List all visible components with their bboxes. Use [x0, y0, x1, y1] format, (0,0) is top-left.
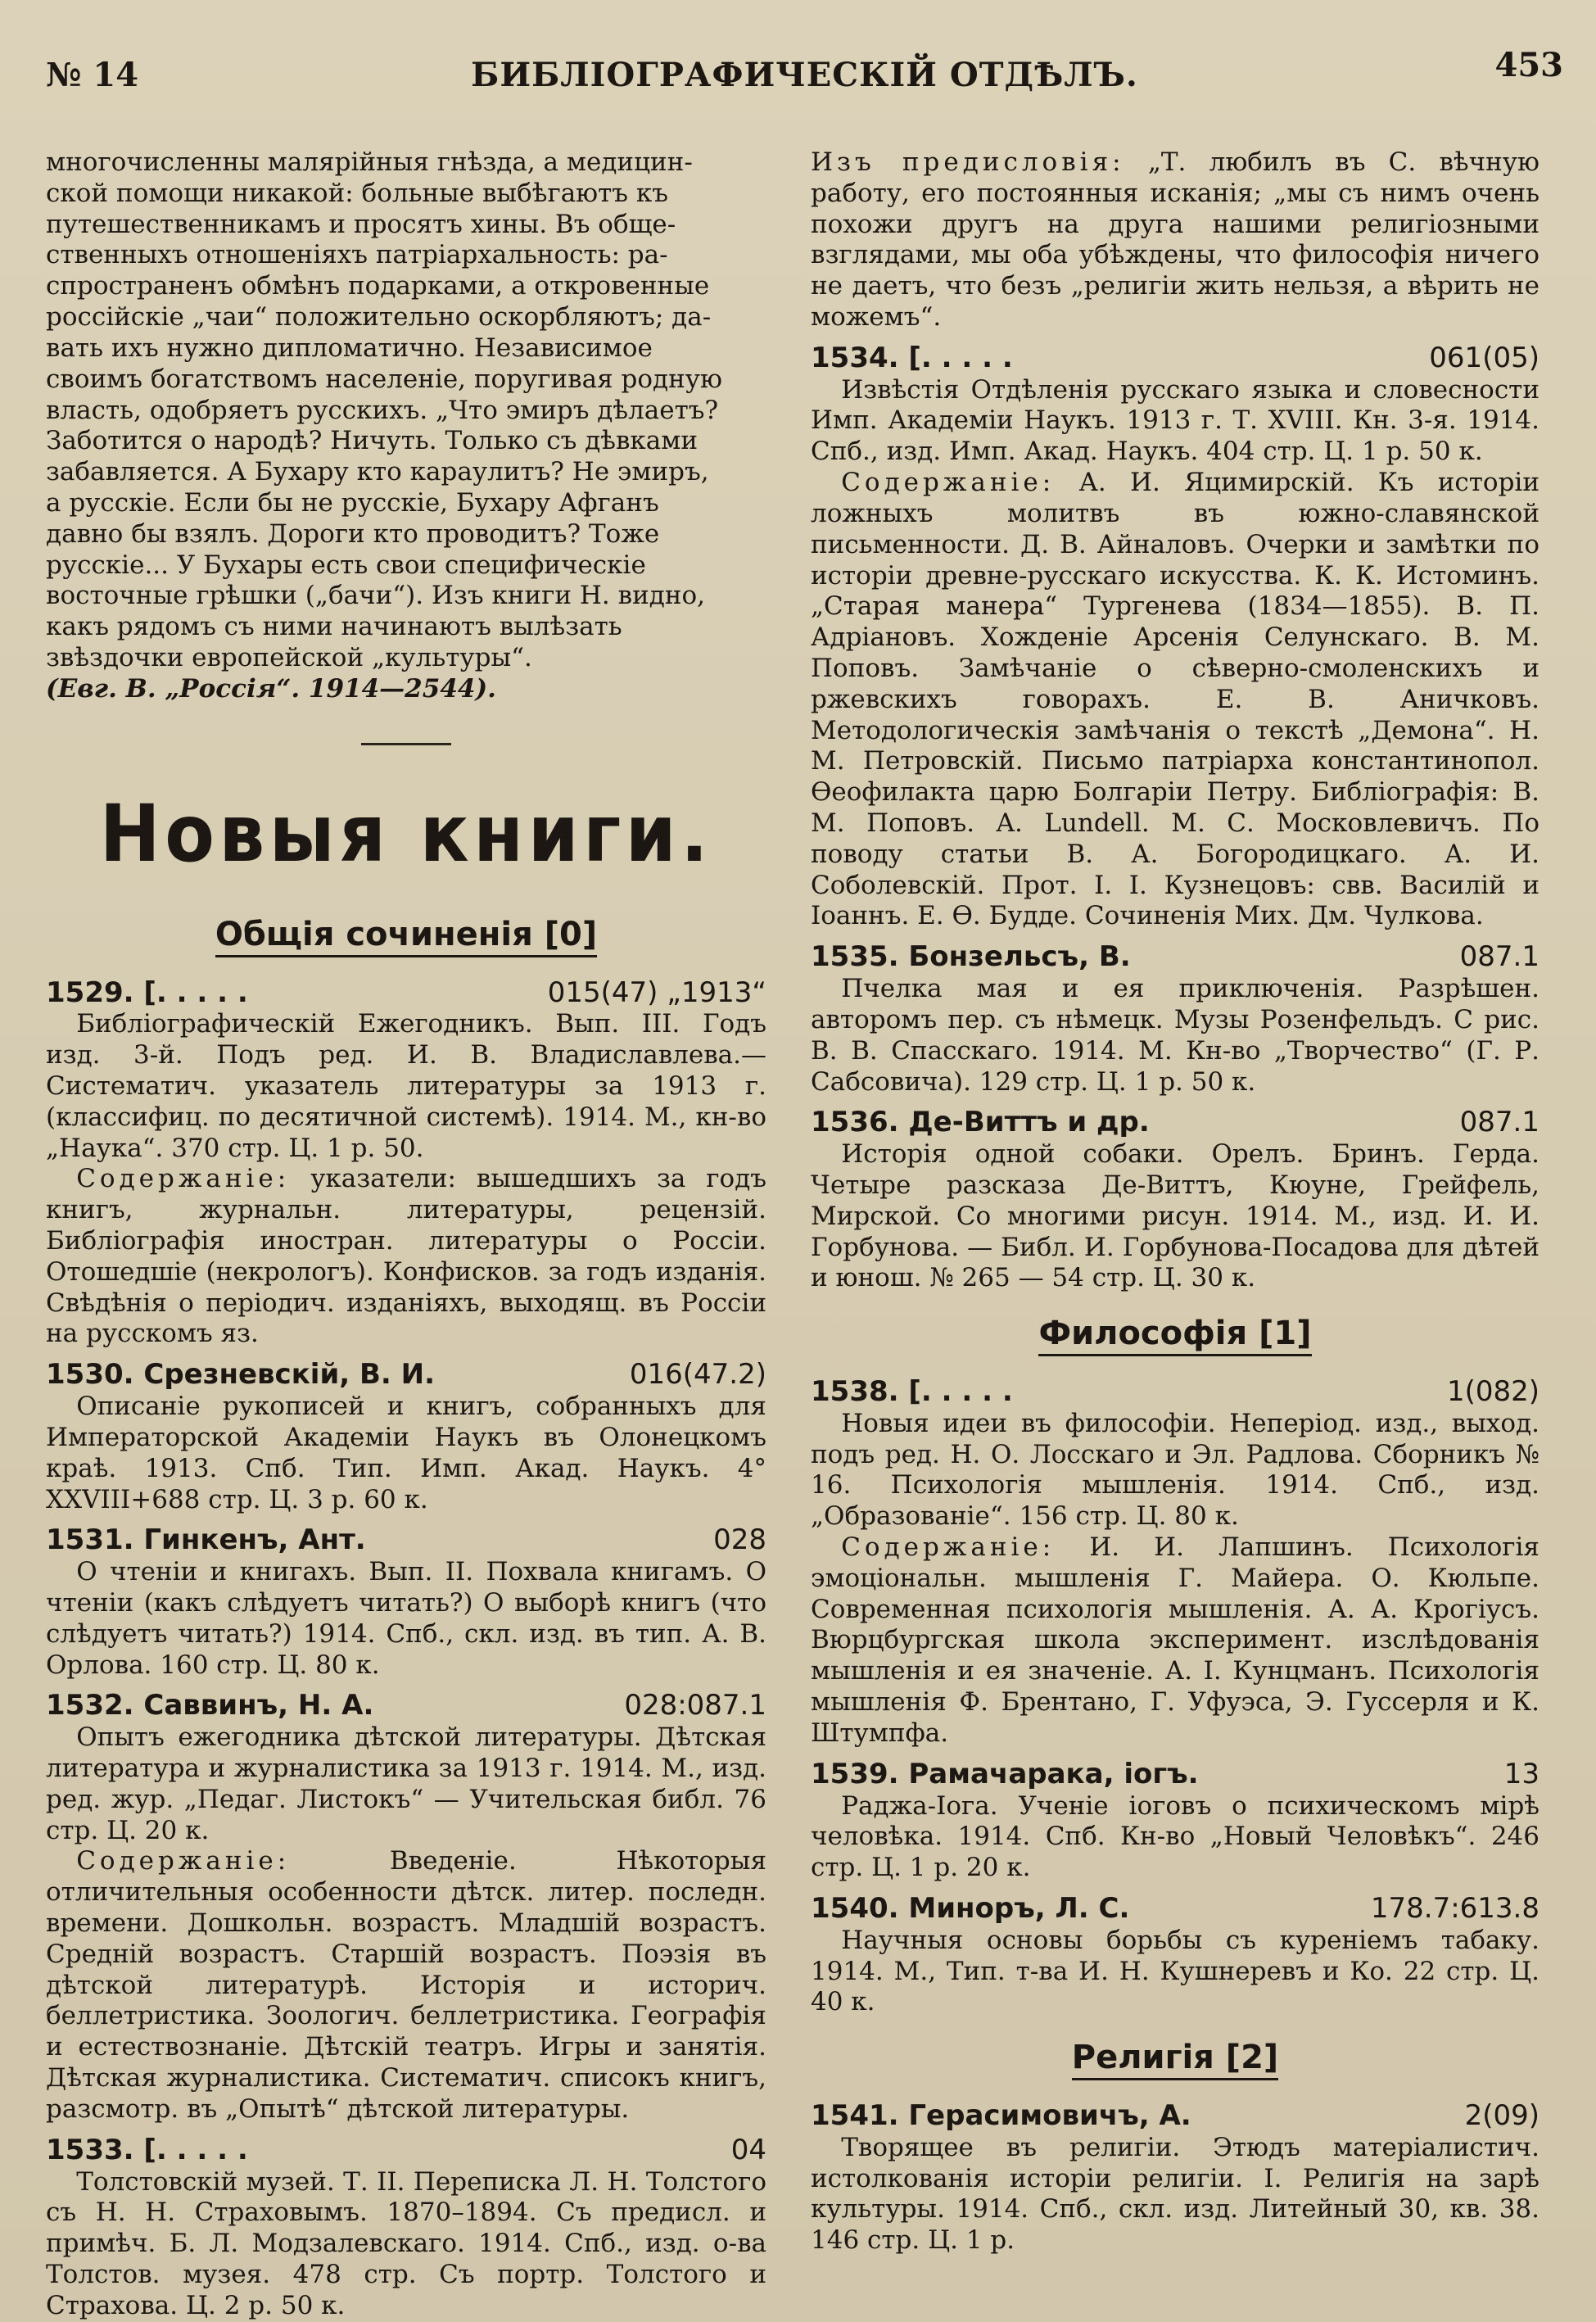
contents-text: А. И. Яцимирскій. Къ исторіи ложныхъ молитвъ въ южно-славянской письменности. Д. В. Айналовъ. Очерки и замѣтки по исторіи древне-русскаго искусства. К. К. Истоминъ. „Старая манера“ Тургенева (1834—1855). В. П. Адріановъ. Хожденіе Арсенія Селунскаго. В. М. Поповъ. Замѣчаніе о сѣверно-смоленскихъ и ржевскихъ говорахъ. Е. В. Аничковъ. Методологическія замѣчанія о текстѣ „Демона“. Н. М. Петровскій. Письмо патріарха константинопол. Ѳеофилакта царю Болгаріи Петру. Библіографія: В. М. Поповъ. A. Lundell. М. С. Московлевичъ. По поводу статьи В. А. Богородицкаго. А. И. Соболевскій. Прот. І. І. Кузнецовъ: свв. Василій и Іоаннъ. Е. Ѳ. Будде. Сочиненія Мих. Дм. Чулкова. [811, 468, 1539, 931]
classification-code: 087.1 [1459, 940, 1539, 974]
bib-entry [811, 940, 1539, 1098]
intro-line: вать ихъ нужно дипломатично. Независимое [46, 333, 653, 363]
preface-quote [811, 147, 1539, 333]
classification-code: 016(47.2) [629, 1358, 766, 1392]
entry-heading [46, 976, 766, 1010]
entry-description: Описаніе рукописей и книгъ, собранныхъ для Императорской Академіи Наукъ въ Олонецкомъ краѣ. 1913. Спб. Тип. Имп. Акад. Наукъ. 4° XXVIII+688 стр. Ц. 3 р. 60 к. [46, 1392, 766, 1514]
right-column [811, 147, 1539, 2256]
intro-line: Заботится о народѣ? Ничуть. Только съ дѣвками [46, 426, 699, 456]
entry-number-author: 1540. Миноръ, Л. С. [811, 1891, 1130, 1925]
intro-line: путешественникамъ и просятъ хины. Въ обще- [46, 209, 676, 239]
contents-label: Содержаніе: [841, 1532, 1056, 1563]
classification-code: 028:087.1 [624, 1689, 766, 1722]
preface-label: Изъ предисловія: [811, 147, 1125, 177]
bib-entry [811, 2099, 1539, 2256]
entry-heading [811, 1758, 1539, 1791]
entry-description: Исторія одной собаки. Орелъ. Бринъ. Герда. Четыре разсказа Де-Виттъ, Кюуне, Грейфель, Мирской. Со многими рисун. 1914. М., изд. И. И. Горбунова. — Библ. И. Горбунова-Посадова для дѣтей и юнош. № 265 — 54 стр. Ц. 30 к. [811, 1139, 1539, 1293]
entry-description: Извѣстія Отдѣленія русскаго языка и словесности Имп. Академіи Наукъ. 1913 г. Т. XVIII. Кн. 3-я. 1914. Спб., изд. Имп. Акад. Наукъ. 404 стр. Ц. 1 р. 50 к. [811, 374, 1539, 467]
intro-line: забавляется. А Бухару кто караулитъ? Не эмиръ, [46, 457, 709, 487]
intro-citation: (Евг. В. „Россія“. 1914—2544). [46, 673, 496, 704]
entry-heading [46, 1358, 766, 1392]
section-heading-philosophy-label: Философія [1] [1038, 1315, 1311, 1356]
entry-number-author: 1536. Де-Виттъ и др. [811, 1106, 1150, 1139]
intro-line: власть, одобряетъ русскихъ. „Что эмиръ дѣлаетъ? [46, 395, 719, 425]
classification-code: 13 [1503, 1757, 1539, 1790]
bib-entry [811, 342, 1539, 932]
classification-code: 087.1 [1459, 1106, 1539, 1139]
entry-heading [811, 2099, 1539, 2133]
classification-code: 1(082) [1446, 1375, 1539, 1408]
entry-heading [46, 1523, 766, 1557]
bib-entry [811, 1892, 1539, 2018]
bib-entry [46, 976, 766, 1351]
entry-heading [46, 1689, 766, 1722]
entry-heading [46, 2134, 766, 2167]
section-heading-religion [811, 2038, 1539, 2078]
intro-line: ской помощи никакой: больные выбѣгаютъ къ [46, 178, 668, 208]
entry-heading [811, 940, 1539, 974]
entry-heading [811, 1106, 1539, 1139]
contents-label: Содержаніе: [76, 1164, 291, 1194]
entries-list [811, 342, 1539, 1294]
intro-line: ственныхъ отношеніяхъ патріархальность: ра- [46, 240, 668, 270]
contents-text: И. И. Лапшинъ. Психологія эмоціональн. мышленія Г. Майера. О. Кюльпе. Современная психологія мышленія. А. А. Крогіусъ. Вюрцбургская школа эксперимент. изслѣдованія мышленія и ея значеніе. А. І. Кунцманъ. Психологія мышленія Ф. Брентано, Г. Уфуэса, Э. Гуссерля и К. Штумпфа. [811, 1532, 1539, 1748]
entry-contents [46, 1846, 766, 2125]
section-heading-religion-label: Религія [2] [1072, 2039, 1278, 2080]
entry-description: Библіографическій Ежегодникъ. Вып. III. Годъ изд. 3-й. Подъ ред. И. В. Владиславлева.—Систематич. указатель литературы за 1913 г. (классифиц. по десятичной системѣ). 1914. М., кн-во „Наука“. 370 стр. Ц. 1 р. 50. [46, 1009, 766, 1163]
entry-contents [811, 468, 1539, 932]
classification-code: 028 [713, 1523, 766, 1557]
entry-number-author: 1539. Рамачарака, іогъ. [811, 1757, 1199, 1790]
entry-description: Опытъ ежегодника дѣтской литературы. Дѣтская литература и журналистика за 1913 г. 1914. М., изд. ред. жур. „Педаг. Листокъ“ — Учительская библ. 76 стр. Ц. 20 к. [46, 1722, 766, 1845]
classification-code: 2(09) [1464, 2099, 1539, 2132]
entry-number-author: 1531. Гинкенъ, Ант. [46, 1523, 366, 1557]
section-heading-philosophy [811, 1314, 1539, 1354]
entry-heading [811, 342, 1539, 375]
entry-description: Пчелка мая и ея приключенія. Разрѣшен. авторомъ пер. съ нѣмецк. Музы Розенфельдъ. С рис. В. В. Спасскаго. 1914. М. Кн-во „Творчество“ (Г. Р. Сабсовича). 129 стр. Ц. 1 р. 50 к. [811, 974, 1539, 1097]
intro-line: давно бы взялъ. Дороги кто проводитъ? Тоже [46, 518, 660, 549]
contents-label: Содержаніе: [841, 468, 1056, 498]
entry-heading [811, 1375, 1539, 1409]
entry-description: Творящее въ религіи. Этюдъ матеріалистич. истолкованія исторіи религіи. І. Религія на зарѣ культуры. 1914. Спб., скл. изд. Литейный 30, кв. 38. 146 стр. Ц. 1 р. [811, 2132, 1539, 2256]
contents-label: Содержаніе: [76, 1846, 291, 1876]
entry-description: Толстовскій музей. Т. II. Переписка Л. Н. Толстого съ Н. Н. Страховымъ. 1870–1894. Съ предисл. и примѣч. Б. Л. Модзалевскаго. 1914. Спб., изд. о-ва Толстов. музея. 478 стр. Съ портр. Толстого и Страхова. Ц. 2 р. 50 к. [46, 2166, 766, 2320]
intro-line: восточные грѣшки („бачи“). Изъ книги Н. видно, [46, 581, 706, 611]
entry-number-author: 1532. Саввинъ, Н. А. [46, 1689, 374, 1722]
section-heading-general [46, 915, 766, 955]
intro-line: россійскіе „чаи“ положительно оскорбляютъ; да- [46, 302, 712, 333]
entry-number-author: 1535. Бонзельсъ, В. [811, 940, 1131, 974]
entries-list [46, 976, 766, 2322]
classification-code: 015(47) „1913“ [547, 975, 766, 1009]
entry-number-author: 1529. [. . . . . [46, 975, 248, 1009]
entry-description: Научныя основы борьбы съ куреніемъ табаку. 1914. М., Тип. т-ва И. Н. Кушнеревъ и Ко. 22 стр. Ц. 40 к. [811, 1925, 1539, 2017]
classification-code: 178.7:613.8 [1370, 1891, 1539, 1925]
entry-contents [46, 1164, 766, 1350]
left-column [46, 147, 766, 2322]
entry-number-author: 1541. Герасимовичъ, А. [811, 2099, 1191, 2132]
entries-list [811, 1375, 1539, 2018]
intro-line: какъ рядомъ съ ними начинаютъ вылѣзать [46, 612, 622, 642]
divider [361, 743, 451, 745]
intro-text [46, 147, 766, 674]
page-header [46, 46, 1563, 95]
issue-number: № 14 [46, 56, 139, 94]
entry-contents [811, 1532, 1539, 1749]
intro-line: русскіе... У Бухары есть свои специфическіе [46, 550, 646, 580]
classification-code: 061(05) [1429, 341, 1539, 374]
bib-entry [46, 1689, 766, 2125]
page-number: 453 [1494, 46, 1563, 84]
bib-entry [811, 1375, 1539, 1749]
entry-heading [811, 1892, 1539, 1926]
intro-line: своимъ богатствомъ населеніе, поругивая родную [46, 364, 723, 394]
classification-code: 04 [730, 2133, 766, 2166]
contents-text: указатели: вышедшихъ за годъ книгъ, журнальн. литературы, рецензій. Библіографія иностран. литературы о Россіи. Отошедшіе (некрологъ). Конфисков. за годъ изданія. Свѣдѣнія о періодич. изданіяхъ, выходящ. въ Россіи на русскомъ яз. [46, 1164, 767, 1349]
entry-description: Раджа-Іога. Ученіе іоговъ о психическомъ мірѣ человѣка. 1914. Спб. Кн-во „Новый Человѣкъ“. 246 стр. Ц. 1 р. 20 к. [811, 1790, 1539, 1883]
section-heading-general-label: Общія сочиненія [0] [215, 916, 597, 957]
intro-line: звѣздочки европейской „культуры“. [46, 643, 532, 672]
intro-line: спространенъ обмѣнъ подарками, а откровенные [46, 271, 710, 301]
section-title: БИБЛІОГРАФИЧЕСКІЙ ОТДѢЛЪ. [471, 56, 1138, 94]
intro-line: многочисленны малярійныя гнѣзда, а медицин- [46, 147, 693, 177]
intro-line: а русскіе. Если бы не русскіе, Бухару Афганъ [46, 487, 659, 518]
bib-entry [811, 1758, 1539, 1884]
preface-text: „Т. любилъ въ С. вѣчную работу, его постоянныя исканія; „мы съ нимъ очень похожи другъ на друга нашими религіозными взглядами, мы оба убѣждены, что философія ничего не даетъ, что безъ „религіи жить нельзя, а вѣрить не можемъ“. [811, 147, 1539, 333]
entries-list [811, 2099, 1539, 2256]
entry-description: О чтеніи и книгахъ. Вып. II. Похвала книгамъ. О чтеніи (какъ слѣдуетъ читать?) О выборѣ книгъ (что слѣдуетъ читать?) 1914. Спб., скл. изд. въ тип. А. В. Орлова. 160 стр. Ц. 80 к. [46, 1557, 766, 1680]
entry-number-author: 1534. [. . . . . [811, 341, 1013, 374]
bib-entry [46, 2134, 766, 2322]
bib-entry [46, 1358, 766, 1515]
big-title: Новыя книги. [99, 787, 713, 880]
entry-number-author: 1538. [. . . . . [811, 1375, 1013, 1408]
entry-number-author: 1530. Срезневскій, В. И. [46, 1358, 436, 1392]
entry-number-author: 1533. [. . . . . [46, 2133, 248, 2166]
bib-entry [811, 1106, 1539, 1294]
contents-text: Введеніе. Нѣкоторыя отличительныя особенности дѣтск. литер. последн. времени. Дошкольн. возрастъ. Младшій возрастъ. Средній возрастъ. Старшій возрастъ. Поэзія въ дѣтской литературѣ. Исторія и историч. беллетристика. Зоологич. беллетристика. Географія и естествознаніе. Дѣтскій театръ. Игры и занятія. Дѣтская журналистика. Систематич. списокъ книгъ, разсмотр. въ „Опытѣ“ дѣтской литературы. [46, 1846, 766, 2124]
entry-description: Новыя идеи въ философіи. Неперіод. изд., выход. подъ ред. Н. О. Лосскаго и Эл. Радлова. Сборникъ № 16. Психологія мышленія. 1914. Спб., изд. „Образованіе“. 156 стр. Ц. 80 к. [811, 1408, 1539, 1532]
bib-entry [46, 1523, 766, 1681]
